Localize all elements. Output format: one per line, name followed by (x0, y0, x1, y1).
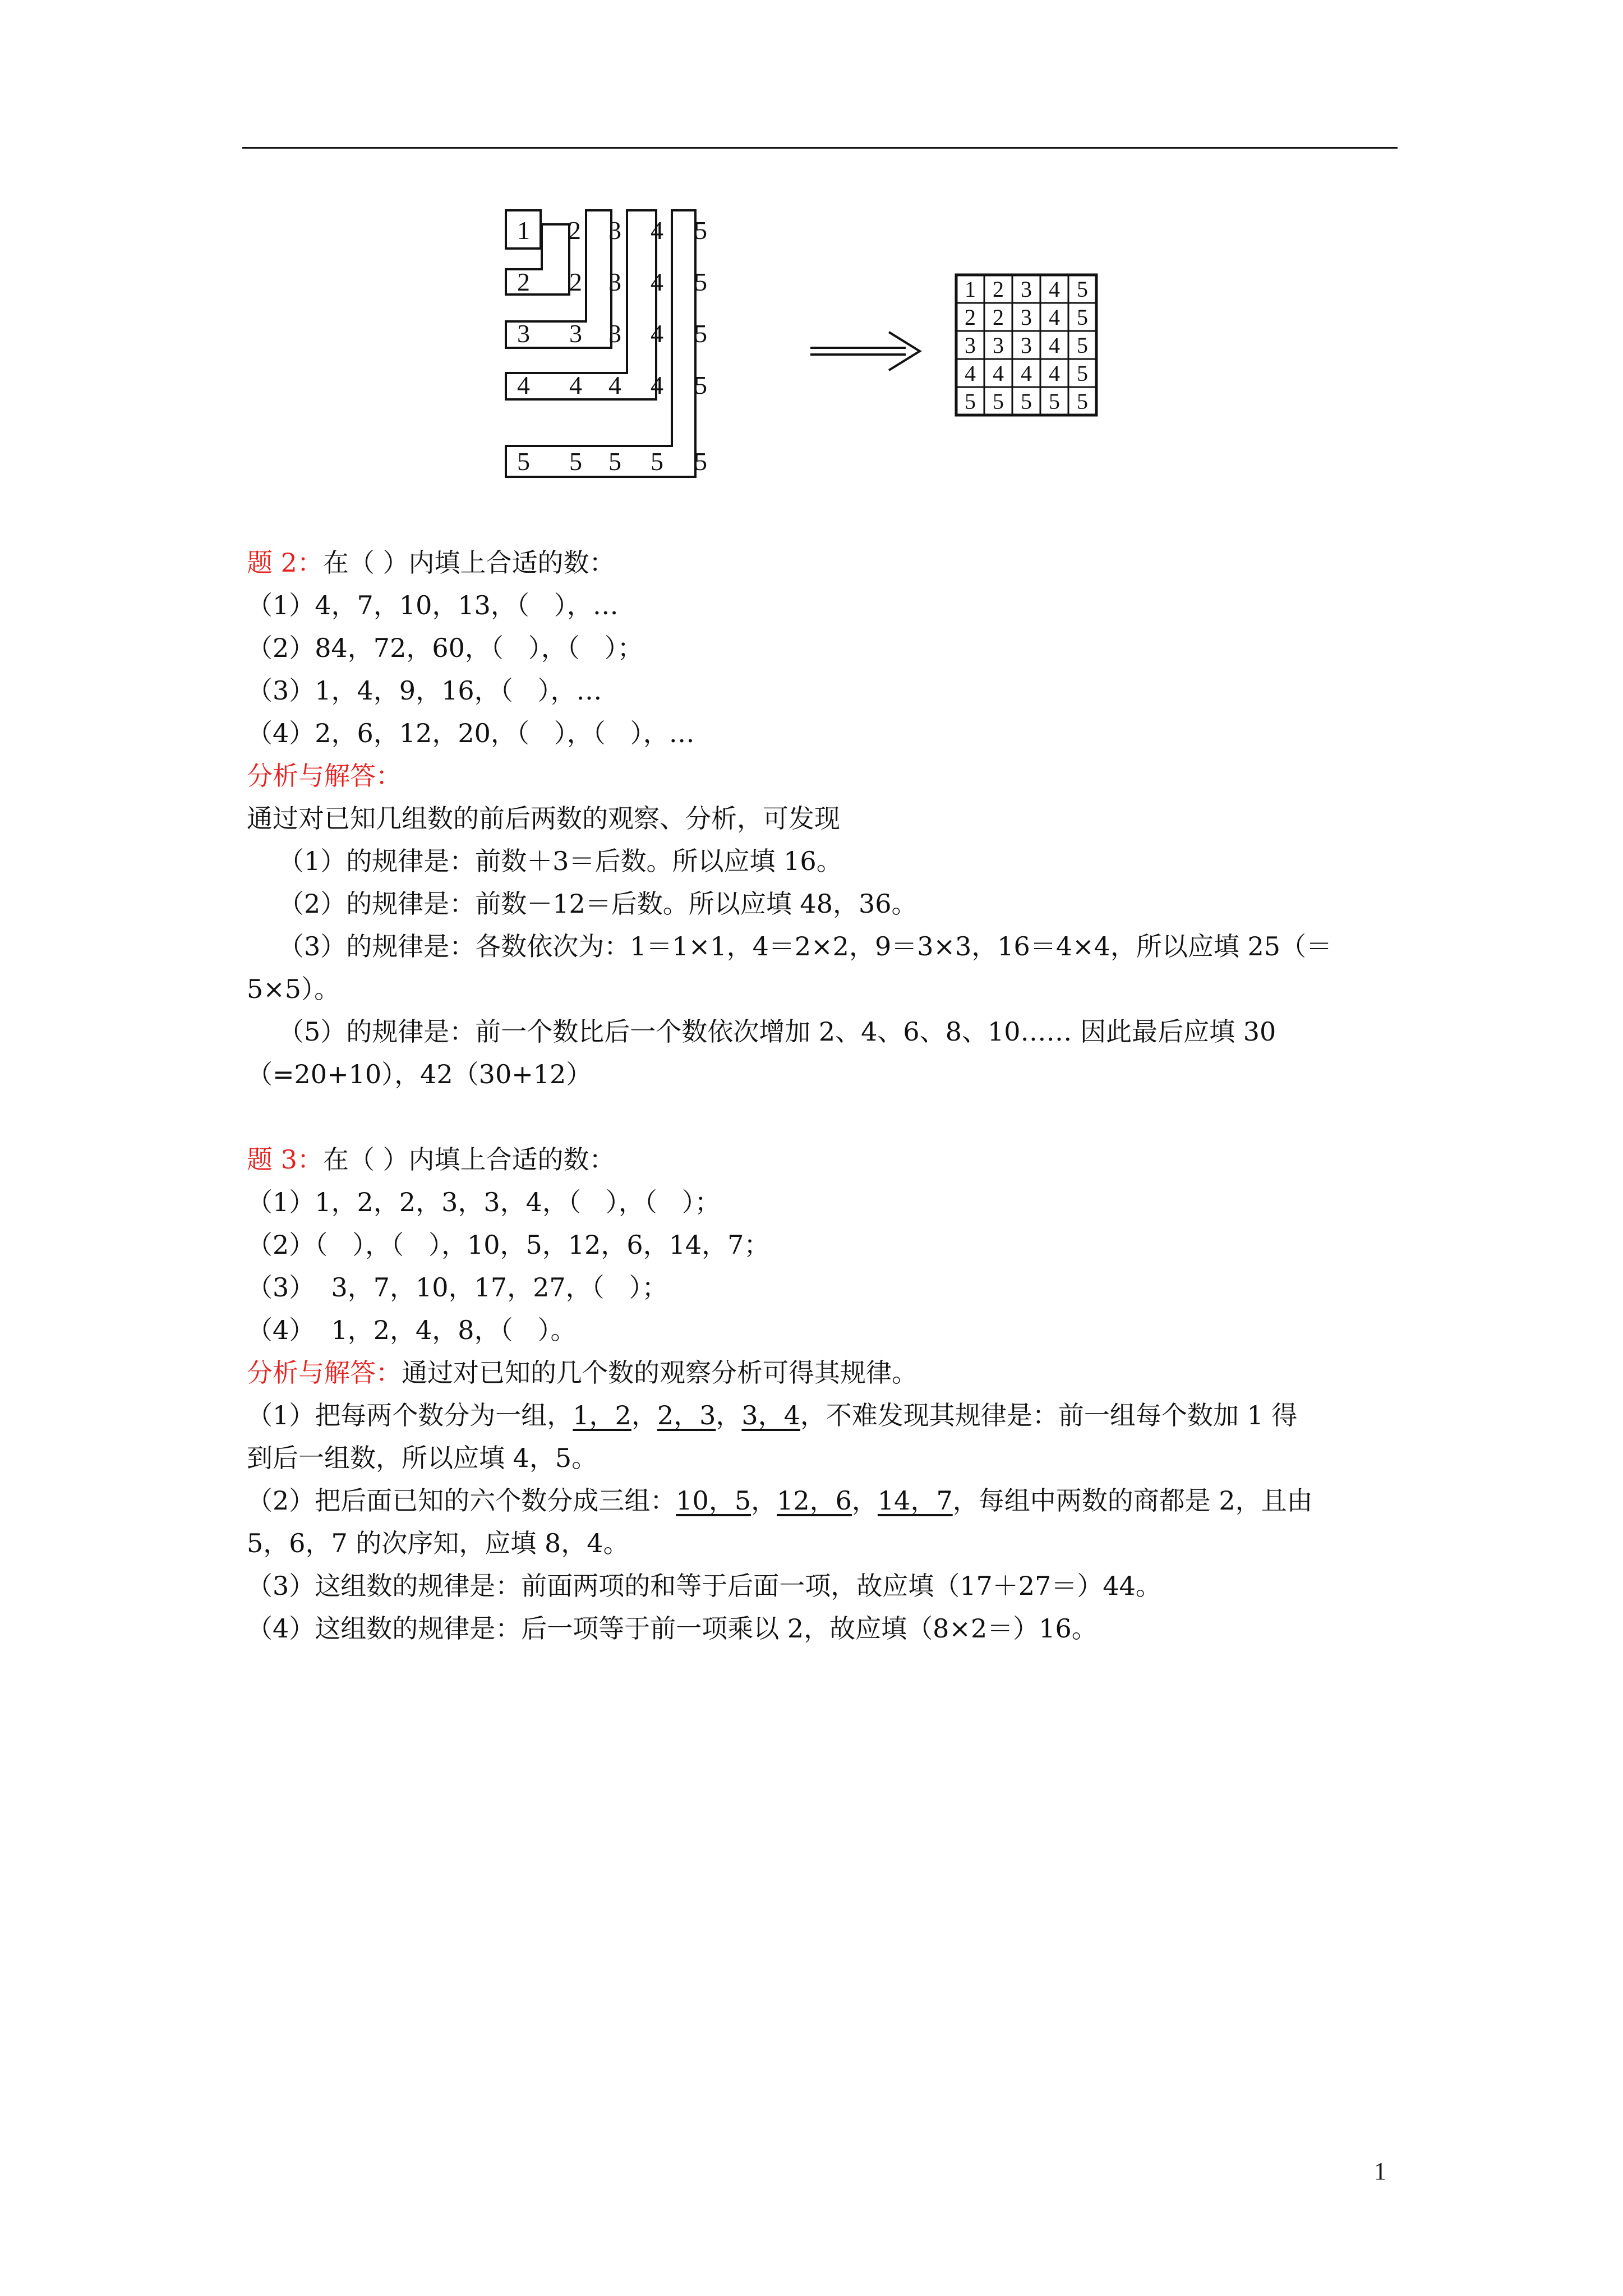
q3-item-3: （3） 3，7，10，17，27，（ ）； (247, 1272, 668, 1303)
q3-a1-sep: ， (716, 1400, 742, 1430)
staircase-number: 4 (569, 371, 582, 399)
q2-item-1: （1）4，7，10，13，（ ），… (247, 590, 619, 620)
shape-5-outline (506, 210, 695, 477)
q3-label: 题 3： (247, 1144, 323, 1175)
q3-a2-text-end: ，每组中两数的商都是 2，且由 (952, 1485, 1313, 1516)
grid-cell-number: 5 (1049, 389, 1060, 414)
staircase-number: 4 (651, 268, 663, 296)
staircase-number: 3 (569, 319, 582, 348)
staircase-number: 5 (694, 371, 707, 399)
staircase-number: 5 (694, 216, 707, 245)
q3-item-4: （4） 1，2，4，8，（ ）。 (247, 1315, 577, 1345)
grid-cell-number: 4 (1049, 361, 1060, 386)
grid-cell-number: 5 (1077, 305, 1088, 330)
staircase-number: 4 (651, 319, 663, 348)
q3-item-1: （1）1，2，2，3，3，4，（ ），（ ）； (247, 1187, 721, 1217)
q3-item-2: （2）（ ），（ ），10，5，12，6，14，7； (247, 1230, 770, 1260)
grid-cell-number: 3 (965, 333, 976, 358)
grid-cell-number: 4 (1049, 333, 1060, 358)
grid-cell-number: 3 (1021, 333, 1032, 358)
q3-analysis-4: （4）这组数的规律是：后一项等于前一项乘以 2，故应填（8×2＝）16。 (247, 1613, 1098, 1644)
staircase-number: 5 (651, 447, 663, 476)
staircase-number: 3 (517, 319, 530, 348)
q2-analysis-2: （2）的规律是：前数－12＝后数。所以应填 48，36。 (278, 889, 917, 919)
q2-analysis-5b: （=20+10），42（30+12） (247, 1059, 592, 1089)
staircase-number: 5 (517, 447, 530, 476)
q3-a1-group-3: 3，4 (741, 1400, 800, 1430)
q3-a2-sep: ， (751, 1485, 777, 1516)
q3-analysis-1 (247, 1394, 1396, 1437)
staircase-number: 2 (568, 216, 581, 245)
staircase-number: 4 (651, 216, 663, 245)
grid-cell-number: 3 (1021, 277, 1032, 302)
page-number: 1 (1374, 2157, 1386, 2185)
q3-analysis-2b: 5，6，7 的次序知，应填 8，4。 (247, 1528, 629, 1558)
staircase-number: 3 (608, 319, 621, 348)
grid-cell-number: 5 (1077, 277, 1088, 302)
grid-cell-number: 5 (1021, 389, 1032, 414)
q3-a2-text: （2）把后面已知的六个数分成三组： (247, 1485, 676, 1516)
staircase-number: 5 (694, 447, 707, 476)
q2-item-3: （3）1，4，9，16，（ ），… (247, 675, 602, 706)
q2-analysis-3b: 5×5）。 (247, 974, 340, 1004)
staircase-number: 1 (517, 216, 530, 245)
grid-cell-number: 4 (1049, 277, 1060, 302)
q3-analysis-intro: 通过对已知的几个数的观察分析可得其规律。 (402, 1358, 917, 1388)
q3-a2-group-1: 10，5 (676, 1485, 751, 1516)
staircase-figure (494, 202, 1133, 494)
q3-analysis-1b: 到后一组数，所以应填 4，5。 (247, 1443, 598, 1473)
q2-analysis-3: （3）的规律是：各数依次为：1＝1×1，4＝2×2，9＝3×3，16＝4×4，所以应填 25（＝ (278, 931, 1332, 961)
grid-cell-number: 4 (965, 361, 976, 386)
q3-a2-sep: ， (851, 1485, 878, 1516)
q2-analysis-label: 分析与解答： (247, 761, 402, 791)
staircase-number: 4 (608, 371, 621, 399)
q2-item-2: （2）84，72，60，（ ），（ ）； (247, 633, 643, 663)
q3-a2-group-2: 12，6 (777, 1485, 852, 1516)
q2-analysis-intro: 通过对已知几组数的前后两数的观察、分析，可发现 (247, 803, 840, 834)
grid-cell-number: 2 (993, 277, 1004, 302)
staircase-number: 2 (569, 268, 582, 296)
staircase-number: 4 (517, 371, 530, 399)
grid-cell-number: 2 (993, 305, 1004, 330)
staircase-number: 5 (608, 447, 621, 476)
q3-a1-text: （1）把每两个数分为一组， (247, 1400, 573, 1430)
q3-analysis-label: 分析与解答： (247, 1358, 402, 1388)
q3-a1-group-2: 2，3 (657, 1400, 716, 1430)
right-double-arrow-icon (810, 332, 920, 370)
staircase-number: 5 (694, 319, 707, 348)
shape-2-outline (506, 224, 569, 295)
grid-cell-number: 3 (993, 333, 1004, 358)
grid-cell-number: 2 (965, 305, 976, 330)
grid-cell-number: 4 (993, 361, 1004, 386)
content (247, 541, 1396, 1650)
grid-cell-number: 4 (1021, 361, 1032, 386)
staircase-number: 3 (608, 268, 621, 296)
grid-cell-number: 5 (965, 389, 976, 414)
q3-a1-group-1: 1，2 (573, 1400, 631, 1430)
grid-cell-number: 3 (1021, 305, 1032, 330)
q3-analysis-3: （3）这组数的规律是：前面两项的和等于后面一项，故应填（17＋27＝）44。 (247, 1571, 1161, 1601)
q3-a1-sep: ， (631, 1400, 657, 1430)
staircase-number: 4 (651, 371, 663, 399)
q2-prompt: 在（ ）内填上合适的数： (322, 547, 615, 578)
q3-analysis-2 (247, 1479, 1396, 1522)
staircase-number: 3 (608, 216, 621, 245)
q3-a2-group-3: 14，7 (877, 1485, 953, 1516)
grid-cell-number: 4 (1049, 305, 1060, 330)
q2-analysis-5: （5）的规律是：前一个数比后一个数依次增加 2、4、6、8、10…… 因此最后应填 30 (278, 1016, 1276, 1047)
q2-analysis-1: （1）的规律是：前数＋3＝后数。所以应填 16。 (278, 846, 842, 876)
figure-svg (494, 202, 1133, 494)
grid-cell-number: 5 (1077, 361, 1088, 386)
grid-cell-number: 5 (1077, 333, 1088, 358)
staircase-number: 5 (694, 268, 707, 296)
q2-label: 题 2： (247, 547, 323, 578)
q3-a1-text-end: ，不难发现其规律是：前一组每个数加 1 得 (800, 1400, 1298, 1430)
header-rule (242, 147, 1398, 149)
grid-cell-number: 5 (993, 389, 1004, 414)
grid-cell-number: 5 (1077, 389, 1088, 414)
staircase-number: 2 (517, 268, 530, 296)
q2-item-4: （4）2，6，12，20，（ ），（ ），… (247, 718, 695, 748)
q3-prompt: 在（ ）内填上合适的数： (322, 1144, 615, 1175)
staircase-number: 5 (569, 447, 582, 476)
grid-cell-number: 1 (965, 277, 976, 302)
